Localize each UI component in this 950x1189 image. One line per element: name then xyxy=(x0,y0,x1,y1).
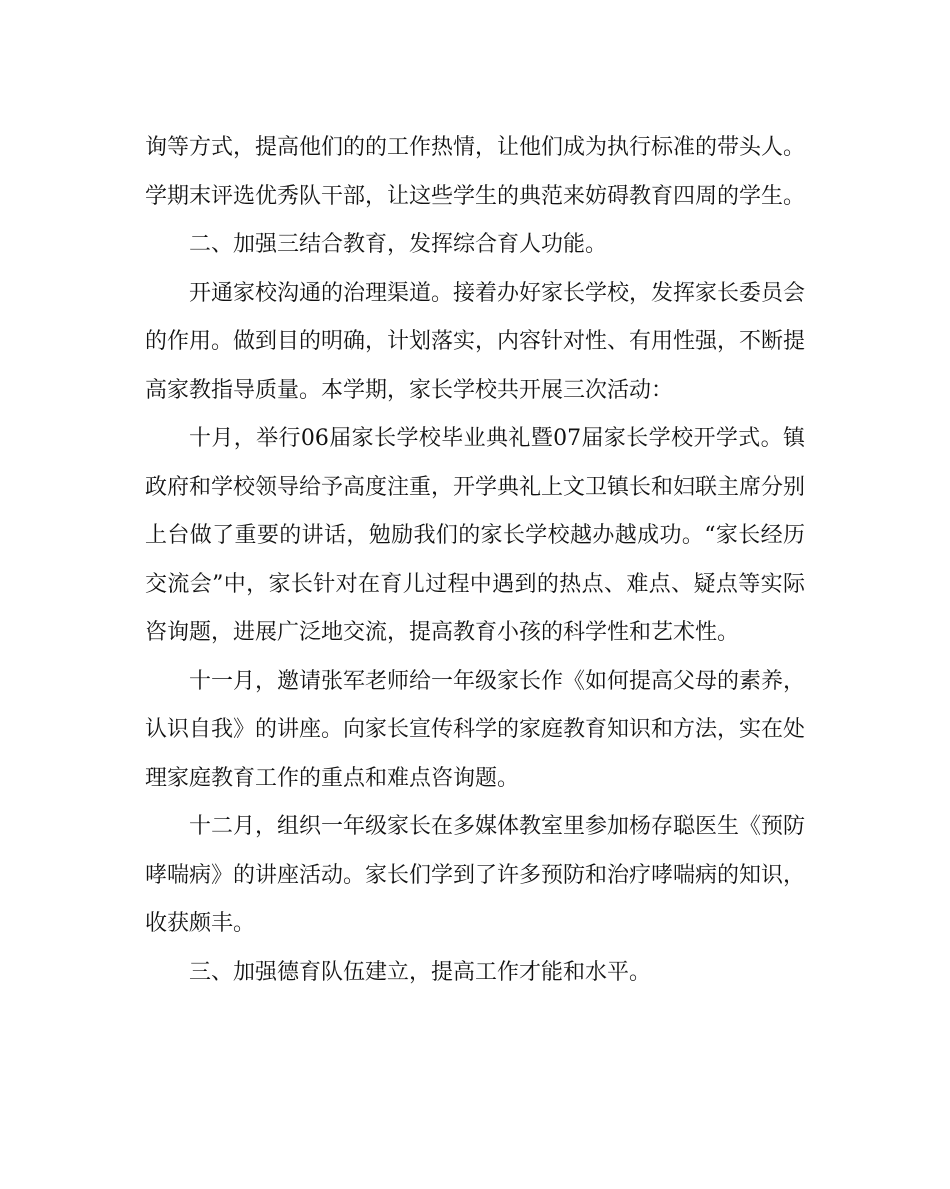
paragraph-december: 十二月，组织一年级家长在多媒体教室里参加杨存聪医生《预防哮喘病》的讲座活动。家长们学到了许多预防和治疗哮喘病的知识，收获颇丰。 xyxy=(145,814,806,936)
paragraph-home-school-channel: 开通家校沟通的治理渠道。接着办好家长学校，发挥家长委员会的作用。做到目的明确，计划落实，内容针对性、有用性强，不断提高家教指导质量。本学期，家长学校共开展三次活动： xyxy=(145,280,806,403)
paragraph-october: 十月，举行06届家长学校毕业典礼暨07届家长学校开学式。镇政府和学校领导给予高度注重，开学典礼上文卫镇长和妇联主席分别上台做了重要的讲话，勉励我们的家长学校越办越成功。“家长经历交流会”中，家长针对在育儿过程中遇到的热点、难点、疑点等实际咨询题，进展广泛地交流，提高教育小孩的科学性和艺术性。 xyxy=(145,426,806,645)
section-heading-three: 三、加强德育队伍建立，提高工作才能和水平。 xyxy=(189,959,652,985)
section-heading-two: 二、加强三结合教育，发挥综合育人功能。 xyxy=(189,232,608,257)
document-body xyxy=(145,124,805,997)
paragraph-continuation: 询等方式，提高他们的的工作热情，让他们成为执行标准的带头人。学期末评选优秀队干部，让这些学生的典范来妨碍教育四周的学生。 xyxy=(145,135,806,209)
paragraph-november: 十一月，邀请张军老师给一年级家长作《如何提高父母的素养，认识自我》的讲座。向家长宣传科学的家庭教育知识和方法，实在处理家庭教育工作的重点和难点咨询题。 xyxy=(145,668,806,791)
